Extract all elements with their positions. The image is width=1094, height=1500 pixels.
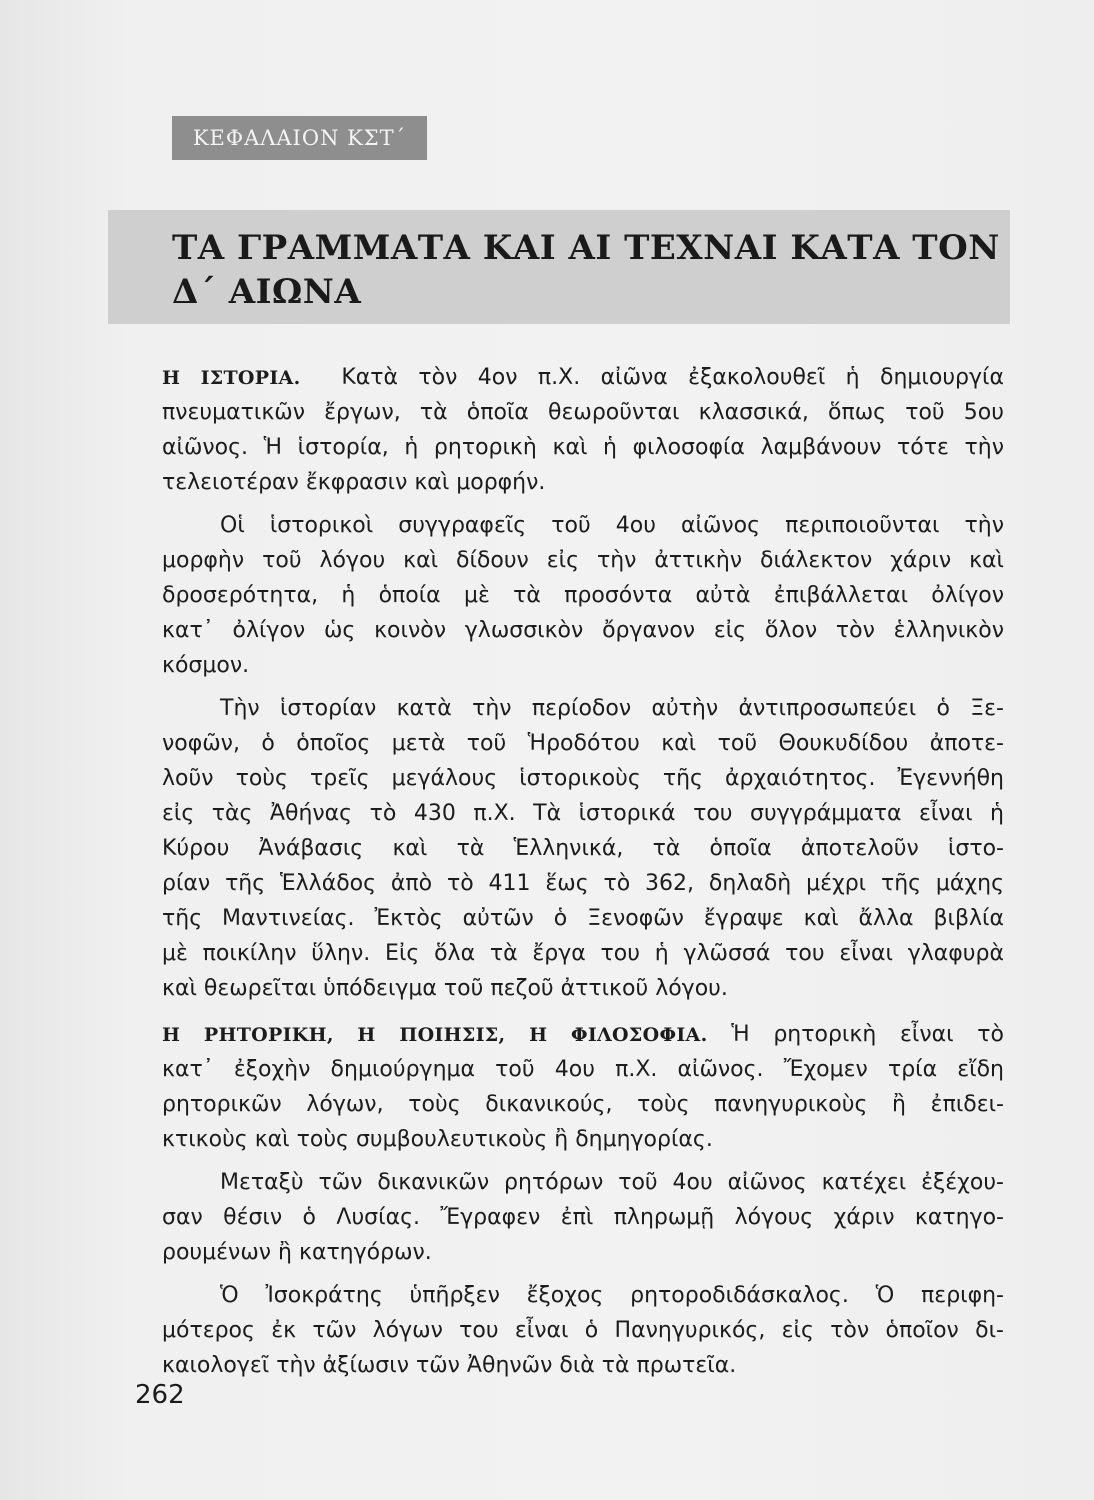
text-line: σαν θέσιν ὁ Λυσίας. Ἔγραφεν ἐπὶ πληρωμῇ λόγους χάριν κατηγο- — [162, 1205, 1004, 1230]
text-line: ρητορικῶν λόγων, τοὺς δικανικούς, τοὺς πανηγυρικοὺς ἢ ἐπιδει- — [162, 1092, 1004, 1117]
text-line: καιολογεῖ τὴν ἀξίωσιν τῶν Ἀθηνῶν διὰ τὰ πρωτεῖα. — [162, 1353, 737, 1378]
chapter-title-band — [108, 210, 1010, 324]
section-history — [162, 360, 1004, 1006]
text-line: ρουμένων ἢ κατηγόρων. — [162, 1240, 432, 1265]
text-line: ρίαν τῆς Ἑλλάδος ἀπὸ τὸ 411 ἕως τὸ 362, δηλαδὴ μέχρι τῆς μάχης — [162, 871, 1004, 896]
text-line: μὲ ποικίλην ὕλην. Εἰς ὅλα τὰ ἔργα του ἡ γλῶσσά του εἶναι γλαφυρὰ — [162, 941, 1004, 966]
text-line: κατ᾽ ὀλίγον ὡς κοινὸν γλωσσικὸν ὄργανον εἰς ὅλον τὸν ἑλληνικὸν — [162, 618, 1004, 643]
text-line: μορφὴν τοῦ λόγου καὶ δίδουν εἰς τὴν ἀττικὴν διάλεκτον χάριν καὶ — [162, 548, 1004, 573]
section-heading-history: Η ΙΣΤΟΡΙΑ. — [162, 367, 301, 389]
text-line: λοῦν τοὺς τρεῖς μεγάλους ἱστορικοὺς τῆς ἀρχαιότητος. Ἐγεννήθη — [162, 766, 1004, 791]
text-line: Κύρου Ἀνάβασις καὶ τὰ Ἑλληνικά, τὰ ὁποῖα ἀποτελοῦν ἱστο- — [162, 836, 1004, 861]
text-line: κόσμον. — [162, 653, 250, 678]
text-line: Η ΙΣΤΟΡΙΑ. Κατὰ τὸν 4ον π.Χ. αἰῶνα ἐξακολουθεῖ ἡ δημιουργία — [162, 365, 1004, 390]
text-line: δροσερότητα, ἡ ὁποία μὲ τὰ προσόντα αὐτὰ ἐπιβάλλεται ὀλίγον — [162, 583, 1004, 608]
text-line: τῆς Μαντινείας. Ἐκτὸς αὐτῶν ὁ Ξενοφῶν ἔγραψε καὶ ἄλλα βιβλία — [162, 906, 1004, 931]
text-line: κτικοὺς καὶ τοὺς συμβουλευτικοὺς ἢ δημηγορίας. — [162, 1127, 713, 1152]
text-line: εἰς τὰς Ἀθήνας τὸ 430 π.Χ. Τὰ ἱστορικά του συγγράμματα εἶναι ἡ — [162, 801, 1004, 826]
text-line: Ὁ Ἰσοκράτης ὑπῆρξεν ἔξοχος ρητοροδιδάσκαλος. Ὁ περιφη- — [220, 1283, 1004, 1308]
text-line: αἰῶνος. Ἡ ἱστορία, ἡ ρητορικὴ καὶ ἡ φιλοσοφία λαμβάνουν τότε τὴν — [162, 435, 1004, 460]
text-line: Η ΡΗΤΟΡΙΚΗ, Η ΠΟΙΗΣΙΣ, Η ΦΙΛΟΣΟΦΙΑ. Ἡ ρητορικὴ εἶναι τὸ — [162, 1022, 1004, 1047]
text-line: νοφῶν, ὁ ὁποῖος μετὰ τοῦ Ἡροδότου καὶ τοῦ Θουκυδίδου ἀποτε- — [162, 731, 1004, 756]
chapter-label: ΚΕΦΑΛΑΙΟΝ ΚΣΤ΄ — [172, 116, 427, 160]
text-line: τελειοτέραν ἔκφρασιν καὶ μορφήν. — [162, 470, 546, 495]
text-line: Τὴν ἱστορίαν κατὰ τὴν περίοδον αὐτὴν ἀντιπροσωπεύει ὁ Ξε- — [220, 696, 1004, 721]
section-heading-rhetoric: Η ΡΗΤΟΡΙΚΗ, Η ΠΟΙΗΣΙΣ, Η ΦΙΛΟΣΟΦΙΑ. — [162, 1024, 708, 1046]
text-line: καὶ θεωρεῖται ὑπόδειγμα τοῦ πεζοῦ ἀττικοῦ λόγου. — [162, 976, 728, 1001]
page-number: 262 — [135, 1380, 185, 1410]
text-line: Οἱ ἱστορικοὶ συγγραφεῖς τοῦ 4ου αἰῶνος περιποιοῦνται τὴν — [220, 513, 1004, 538]
chapter-title-line-1: ΤΑ ΓΡΑΜΜΑΤΑ ΚΑΙ ΑΙ ΤΕΧΝΑΙ ΚΑΤΑ ΤΟΝ — [172, 228, 1000, 268]
chapter-title-line-2: Δ΄ ΑΙΩΝΑ — [172, 272, 362, 312]
text-line: Μεταξὺ τῶν δικανικῶν ρητόρων τοῦ 4ου αἰῶνος κατέχει ἐξέχου- — [220, 1170, 1004, 1195]
text-line: πνευματικῶν ἔργων, τὰ ὁποῖα θεωροῦνται κλασσικά, ὅπως τοῦ 5ου — [162, 400, 1004, 425]
text-line: μότερος ἐκ τῶν λόγων του εἶναι ὁ Πανηγυρικός, εἰς τὸν ὁποῖον δι- — [162, 1318, 1004, 1343]
text-line: κατ᾽ ἐξοχὴν δημιούργημα τοῦ 4ου π.Χ. αἰῶνος. Ἔχομεν τρία εἴδη — [162, 1057, 1004, 1082]
section-rhetoric — [162, 1017, 1004, 1383]
